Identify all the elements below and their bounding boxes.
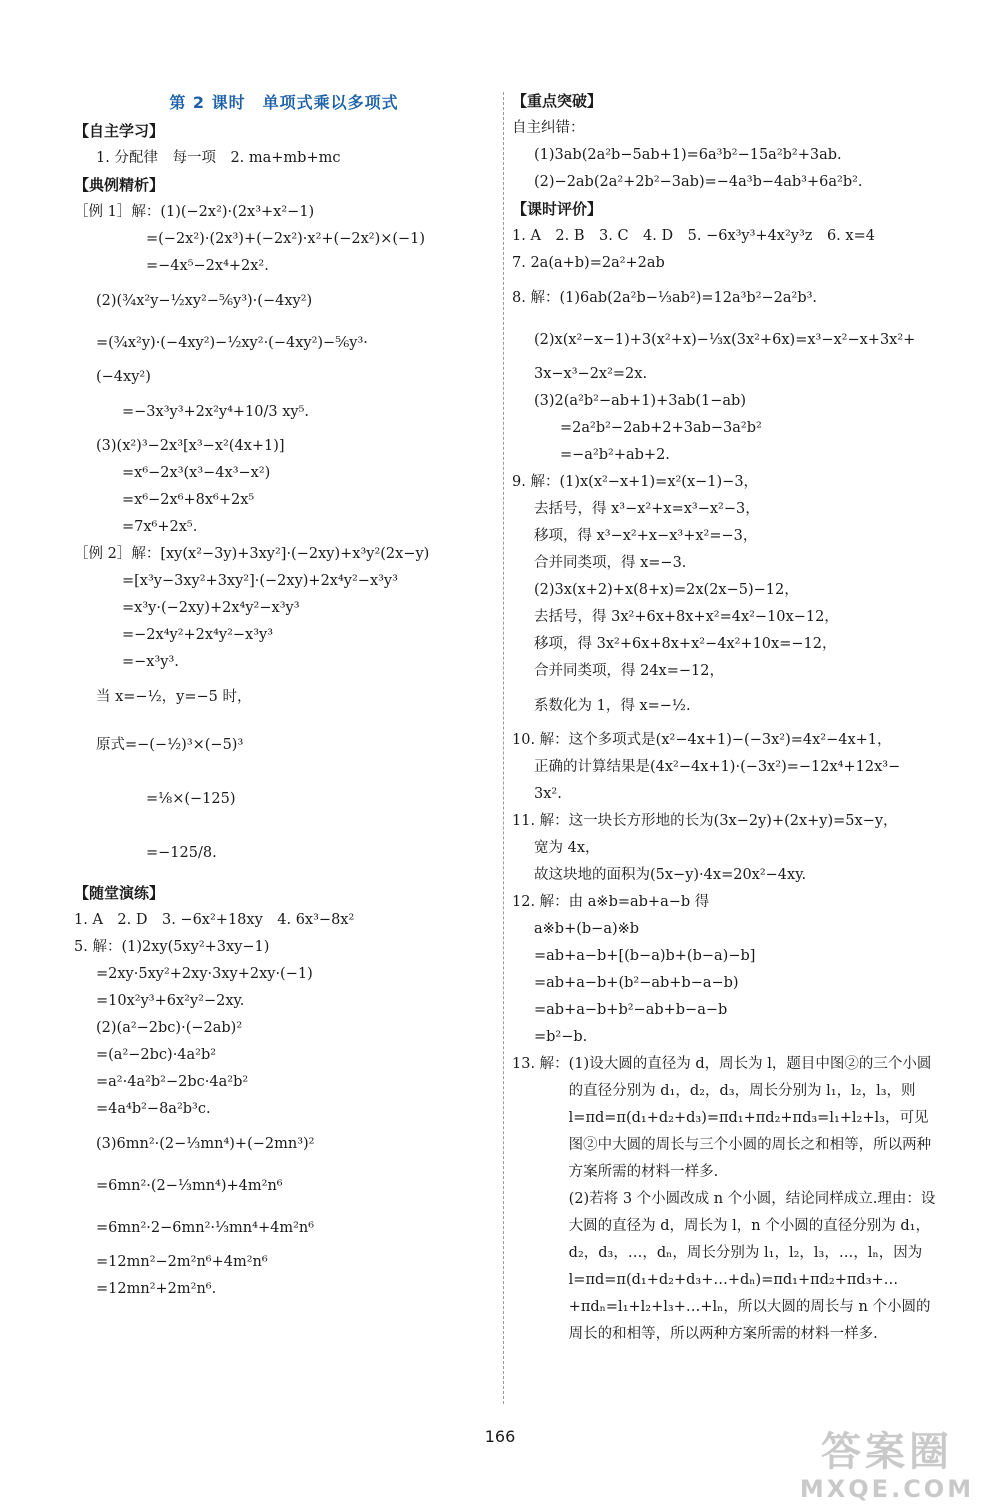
example1-line: (−4xy²): [96, 369, 151, 385]
left-column: [74, 118, 494, 1303]
answer-line: 宽为 4x，: [534, 840, 600, 856]
example2-line: ［例 2］解：[xy(x²−3y)+3xy²]·(−2xy)+x³y²(2x−y): [74, 546, 430, 562]
page-number: 166: [484, 1427, 516, 1446]
practice-line: =(a²−2bc)·4a²b²: [96, 1047, 217, 1063]
correction-line: (1)3ab(2a²b−5ab+1)=6a³b²−15a²b²+3ab.: [534, 147, 842, 163]
answer-line: 去括号，得 x³−x²+x=x³−x²−3，: [534, 501, 760, 517]
section-key-points: 【重点突破】: [512, 92, 603, 110]
example1-line: =7x⁶+2x⁵.: [122, 519, 198, 535]
answer-line: 合并同类项，得 24x=−12，: [534, 663, 724, 679]
example1-line: =−3x³y³+2x²y⁴+10/3 xy⁵.: [122, 404, 309, 420]
example2-line: =⅛×(−125): [146, 791, 236, 807]
example1-line: =x⁶−2x⁶+8x⁶+2x⁵: [122, 492, 255, 508]
section-evaluation: 【课时评价】: [512, 200, 603, 218]
example2-line: =−125/8.: [146, 845, 217, 861]
practice-line: 1. A 2. D 3. −6x²+18xy 4. 6x³−8x²: [74, 912, 355, 928]
example2-line: =x³y·(−2xy)+2x⁴y²−x³y³: [122, 600, 300, 616]
practice-line: =6mn²·(2−⅓mn⁴)+4m²n⁶: [96, 1178, 283, 1194]
answer-line: (3)2(a²b²−ab+1)+3ab(1−ab): [534, 393, 746, 409]
example1-line: =(¾x²y)·(−4xy²)−½xy²·(−4xy²)−⅚y³·: [96, 335, 368, 351]
practice-line: (3)6mn²·(2−⅓mn⁴)+(−2mn³)²: [96, 1136, 315, 1152]
answer-line: 9. 解：(1)x(x²−x+1)=x²(x−1)−3，: [512, 474, 759, 490]
answer-line: =b²−b.: [534, 1029, 588, 1045]
answer-line: a※b+(b−a)※b: [534, 921, 640, 937]
self-study-answers: 1. 分配律 每一项 2. ma+mb+mc: [96, 150, 341, 166]
answer-line: 故这块地的面积为(5x−y)·4x=20x²−4xy.: [534, 867, 807, 883]
example1-line: ［例 1］解：(1)(−2x²)·(2x³+x²−1): [74, 204, 315, 220]
answer-line: 移项，得 x³−x²+x−x³+x²=−3，: [534, 528, 758, 544]
answer-line: 7. 2a(a+b)=2a²+2ab: [512, 255, 665, 271]
section-examples: 【典例精析】: [74, 176, 165, 194]
answer-line: 移项，得 3x²+6x+8x+x²−4x²+10x=−12，: [534, 636, 837, 652]
question13-part2: (2)若将 3 个小圆改成 n 个小圆，结论同样成立.理由：设大圆的直径为 d，周长为 l，n 个小圆的直径分别为 d₁，d₂，d₃，…，dₙ，周长分别为 l₁，l₂，l₃，…，lₙ，因为 l=πd=π(d₁+d₂+d₃+…+dₙ)=πd₁+πd₂+πd₃+…+πdₙ=l₁+l₂+l₃+…+lₙ，所以大圆的周长与 n 个小圆的周长的和相等，所以两种方案所需的材料一样多.: [568, 1191, 936, 1342]
correction-line: (2)−2ab(2a²+2b²−3ab)=−4a³b−4ab³+6a²b².: [534, 174, 863, 190]
practice-line: =10x²y³+6x²y²−2xy.: [96, 993, 245, 1009]
example2-line: 原式=−(−½)³×(−5)³: [96, 737, 244, 753]
example1-line: (3)(x²)³−2x³[x³−x²(4x+1)]: [96, 438, 285, 454]
answer-line: 3x−x³−2x²=2x.: [534, 366, 648, 382]
section-self-study: 【自主学习】: [74, 122, 165, 140]
practice-line: =6mn²·2−6mn²·⅓mn⁴+4m²n⁶: [96, 1220, 315, 1236]
watermark-bottom: MXQE.COM: [799, 1475, 975, 1503]
question13: [512, 1051, 942, 1348]
answer-line: 系数化为 1，得 x=−½.: [534, 698, 691, 714]
practice-line: =12mn²−2m²n⁶+4m²n⁶: [96, 1254, 268, 1270]
answer-line: 8. 解：(1)6ab(2a²b−⅓ab²)=12a³b²−2a²b³.: [512, 290, 818, 306]
example2-line: 当 x=−½，y=−5 时，: [96, 689, 252, 705]
answer-line: 3x².: [534, 786, 562, 802]
answer-line: (2)x(x²−x−1)+3(x²+x)−⅓x(3x²+6x)=x³−x²−x+3x²+: [534, 332, 916, 348]
answer-line: =−a²b²+ab+2.: [560, 447, 670, 463]
example1-line: (2)(¾x²y−½xy²−⅚y³)·(−4xy²): [96, 293, 313, 309]
watermark-top: 答案圈: [821, 1429, 953, 1475]
practice-line: =4a⁴b²−8a²b³c.: [96, 1101, 211, 1117]
question13-body: [569, 1051, 942, 1348]
answer-line: =ab+a−b+(b²−ab+b−a−b): [534, 975, 739, 991]
practice-line: =12mn²+2m²n⁶.: [96, 1281, 217, 1297]
practice-line: 5. 解：(1)2xy(5xy²+3xy−1): [74, 939, 270, 955]
answer-line: =ab+a−b+[(b−a)b+(b−a)−b]: [534, 948, 756, 964]
watermark-logo: [792, 1429, 982, 1507]
answer-line: =ab+a−b+b²−ab+b−a−b: [534, 1002, 728, 1018]
answer-line: 1. A 2. B 3. C 4. D 5. −6x³y³+4x²y³z 6. x=4: [512, 228, 875, 244]
example1-line: =(−2x²)·(2x³)+(−2x²)·x²+(−2x²)×(−1): [146, 231, 426, 247]
right-column: [512, 88, 942, 1348]
answer-line: 10. 解：这个多项式是(x²−4x+1)−(−3x²)=4x²−4x+1，: [512, 732, 892, 748]
answer-line: 合并同类项，得 x=−3.: [534, 555, 687, 571]
answer-line: (2)3x(x+2)+x(8+x)=2x(2x−5)−12，: [534, 582, 799, 598]
practice-line: =2xy·5xy²+2xy·3xy+2xy·(−1): [96, 966, 313, 982]
answer-line: 12. 解：由 a※b=ab+a−b 得: [512, 894, 710, 910]
example2-line: =[x³y−3xy²+3xy²]·(−2xy)+2x⁴y²−x³y³: [122, 573, 398, 589]
question13-part1: (1)设大圆的直径为 d，周长为 l，题目中图②的三个小圆的直径分别为 d₁，d₂，d₃，周长分别为 l₁，l₂，l₃，则 l=πd=π(d₁+d₂+d₃)=πd₁+πd₂+πd₃=l₁+l₂+l₃，可见图②中大圆的周长与三个小圆的周长之和相等，所以两种方案所需的材料一样多.: [568, 1056, 932, 1180]
answer-line: 正确的计算结果是(4x²−4x+1)·(−3x²)=−12x⁴+12x³−: [534, 759, 901, 775]
example1-line: =−4x⁵−2x⁴+2x².: [146, 258, 269, 274]
column-divider: [503, 92, 504, 1404]
example2-line: =−x³y³.: [122, 654, 179, 670]
self-correction-label: 自主纠错：: [512, 120, 585, 136]
question13-label: 13. 解：: [512, 1056, 569, 1072]
practice-line: =a²·4a²b²−2bc·4a²b²: [96, 1074, 249, 1090]
lesson-title: 第 2 课时 单项式乘以多项式: [169, 93, 399, 112]
practice-line: (2)(a²−2bc)·(−2ab)²: [96, 1020, 243, 1036]
answer-line: 11. 解：这一块长方形地的长为(3x−2y)+(2x+y)=5x−y，: [512, 813, 898, 829]
example2-line: =−2x⁴y²+2x⁴y²−x³y³: [122, 627, 274, 643]
example1-line: =x⁶−2x³(x³−4x³−x²): [122, 465, 271, 481]
answer-line: =2a²b²−2ab+2+3ab−3a²b²: [560, 420, 762, 436]
section-practice: 【随堂演练】: [74, 884, 165, 902]
answer-line: 去括号，得 3x²+6x+8x+x²=4x²−10x−12，: [534, 609, 839, 625]
